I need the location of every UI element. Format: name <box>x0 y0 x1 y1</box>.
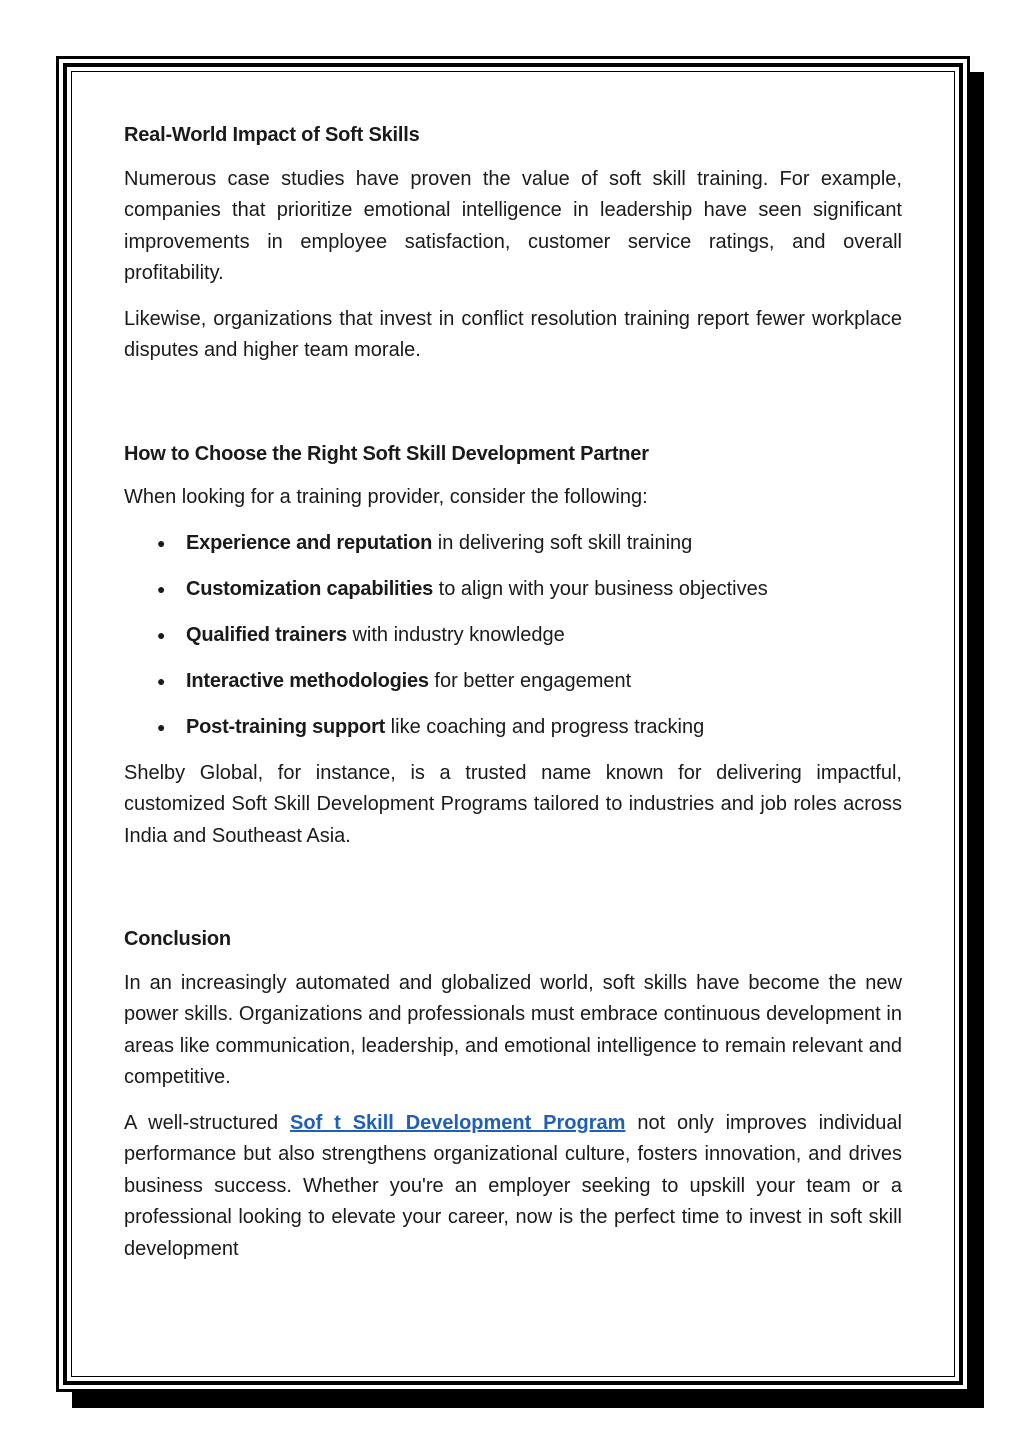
list-item <box>124 712 902 744</box>
bullet-icon: ● <box>157 580 166 597</box>
section-spacer <box>124 866 902 924</box>
paragraph-shelby-global: Shelby Global, for instance, is a trusted name known for delivering impactful, customized Soft Skill Development Programs tailored to industries and job roles across India and Southeast Asia. <box>124 761 902 847</box>
bullet-icon: ● <box>157 534 166 551</box>
paragraph-conclusion: In an increasingly automated and globalized world, soft skills have become the new power skills. Organizations and professionals must embrace continuous development in areas like communication, leadership, and emotional intelligence to remain relevant and competitive. <box>124 971 902 1088</box>
list-item-text: for better engagement <box>428 669 632 692</box>
criteria-list <box>124 528 902 744</box>
section-heading-conclusion: Conclusion <box>124 928 231 950</box>
list-item-bold: Post-training support <box>186 715 386 738</box>
list-item <box>124 666 902 698</box>
list-item <box>124 620 902 652</box>
list-item-bold: Interactive methodologies <box>186 669 429 692</box>
list-item-text: with industry knowledge <box>346 623 565 646</box>
paragraph-final-rest: not only improves individual performance but also strengthens organizational culture, fosters innovation, and drives business success. Whether you're an employer seeking to upskill your team or a professional looking to elevate your career, now is the perfect time to invest in soft skill development <box>124 1111 902 1260</box>
bullet-icon: ● <box>157 672 166 689</box>
list-item <box>124 528 902 560</box>
paragraph-final-lead: A well-structured <box>124 1111 291 1134</box>
list-item <box>124 574 902 606</box>
paragraph-conflict-resolution: Likewise, organizations that invest in conflict resolution training report fewer workplace disputes and higher team morale. <box>124 307 902 361</box>
section-heading-choose-partner: How to Choose the Right Soft Skill Development Partner <box>124 442 649 465</box>
list-item-text: like coaching and progress tracking <box>385 715 705 738</box>
bullet-icon: ● <box>157 626 166 643</box>
paragraph-final <box>124 1108 902 1266</box>
soft-skill-program-link[interactable]: Sof t Skill Development Program <box>290 1111 626 1134</box>
list-item-bold: Qualified trainers <box>186 623 347 646</box>
list-item-text: to align with your business objectives <box>433 577 768 600</box>
paragraph-intro: When looking for a training provider, consider the following: <box>124 486 648 508</box>
list-item-bold: Experience and reputation <box>186 531 433 554</box>
list-item-bold: Customization capabilities <box>186 577 434 600</box>
section-spacer <box>124 381 902 439</box>
paragraph-case-studies: Numerous case studies have proven the value of soft skill training. For example, companies that prioritize emotional intelligence in leadership have seen significant improvements in employee satisfaction, customer service ratings, and overall profitability. <box>124 167 902 284</box>
document-body <box>124 120 902 1279</box>
section-heading-real-world-impact: Real-World Impact of Soft Skills <box>124 124 420 146</box>
bullet-icon: ● <box>157 718 166 735</box>
list-item-text: in delivering soft skill training <box>432 531 693 554</box>
